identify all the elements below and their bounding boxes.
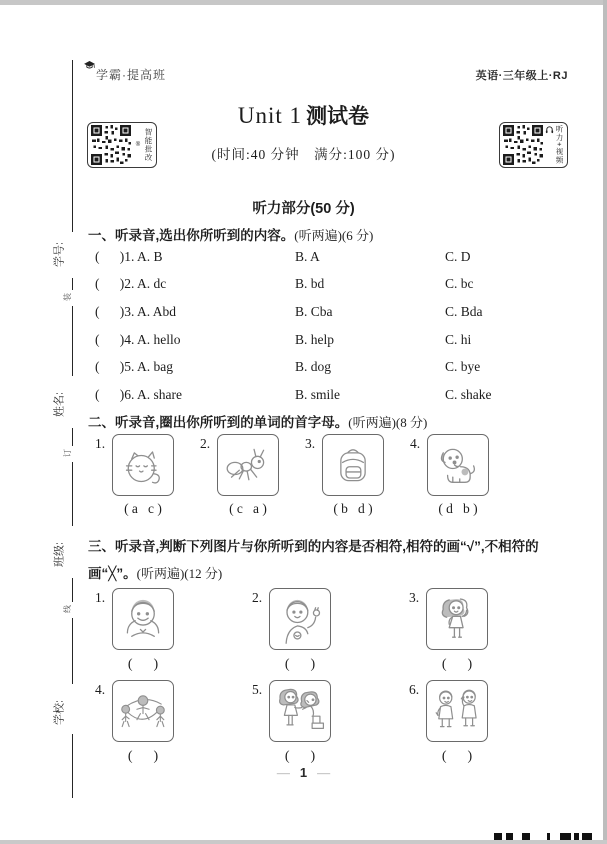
question-row	[95, 298, 577, 326]
paper-subtitle: (时间:40 分钟 满分:100 分)	[211, 147, 396, 162]
girls-sharing	[269, 680, 331, 742]
qr-label-smart-grading: 智能批改 ®	[135, 128, 153, 162]
brand-logo	[84, 66, 166, 83]
binding-char-zhuang: 装	[63, 293, 72, 301]
section1-heading: 一、听录音,选出你所听到的内容。(听两遍)(6 分)	[88, 228, 374, 243]
question-row	[95, 326, 577, 354]
item-number: 1.	[95, 590, 106, 605]
headphone-icon	[545, 125, 554, 164]
picture-item	[305, 434, 384, 517]
answer-bracket: ( )	[441, 749, 473, 764]
paper-title-unit: Unit 1	[237, 103, 303, 128]
item-number: 4.	[410, 436, 421, 451]
answer-bracket: ( )	[127, 657, 159, 672]
option-b: B. smile	[295, 386, 341, 402]
option-b: B. A	[295, 248, 320, 264]
binding-char-ding: 订	[63, 449, 72, 457]
question-row	[95, 243, 577, 271]
section2-items	[95, 434, 515, 517]
kids-jump-rope	[112, 680, 174, 742]
binding-line-segment	[72, 306, 73, 376]
ant-picture	[217, 434, 279, 496]
binding-line-segment	[72, 578, 73, 602]
graduation-cap-icon	[84, 61, 95, 70]
picture-item	[252, 588, 331, 673]
option-c: C. hi	[445, 331, 472, 347]
option-c: C. D	[445, 248, 471, 264]
picture-item	[409, 588, 488, 673]
section3-row1	[95, 588, 566, 673]
binding-line-segment	[72, 618, 73, 684]
option-b: B. help	[295, 331, 334, 347]
dog-picture	[427, 434, 489, 496]
qr-code-image	[91, 125, 131, 165]
cat-picture	[112, 434, 174, 496]
item-number: 3.	[305, 436, 316, 451]
picture-item	[252, 680, 331, 765]
option-b: B. bd	[295, 276, 325, 292]
picture-item	[95, 680, 174, 765]
item-number: 6.	[409, 682, 420, 697]
section2-heading: 二、听录音,圈出你所听到的单词的首字母。(听两遍)(8 分)	[88, 415, 428, 430]
letter-choices: ( d b )	[438, 501, 478, 516]
boy-waving	[269, 588, 331, 650]
paper-title-cn: 测试卷	[306, 105, 370, 128]
item-number: 5.	[252, 682, 263, 697]
registered-mark: ®	[135, 141, 141, 149]
backpack-picture	[322, 434, 384, 496]
letter-choices: ( b d )	[333, 501, 373, 516]
edition-label: 英语·三年级上·RJ	[475, 70, 568, 82]
section3-heading: 三、听录音,判断下列图片与你所听到的内容是否相符,相符的画“√”,不相符的画“╳”。(听两遍)(12 分)	[88, 539, 539, 581]
letter-choices: ( a c )	[124, 501, 162, 516]
margin-field-class: 班级:	[53, 541, 66, 568]
question-row	[95, 353, 577, 381]
answer-bracket: ( )	[127, 749, 159, 764]
item-number: 2.	[252, 590, 263, 605]
picture-item	[410, 434, 489, 517]
qr-smart-grading	[87, 122, 157, 168]
option-c: C. bc	[445, 276, 474, 292]
picture-item	[200, 434, 279, 517]
scan-edge-top	[0, 0, 607, 5]
margin-field-student-id: 学号:	[53, 241, 66, 268]
section1-options	[95, 243, 577, 409]
question-row	[95, 381, 577, 409]
item-number: 2.	[200, 436, 211, 451]
binding-line-segment	[72, 428, 73, 446]
binding-line-segment	[72, 462, 73, 526]
section3-row2	[95, 680, 566, 765]
letter-choices: ( c a )	[229, 501, 267, 516]
margin-field-name: 姓名:	[53, 391, 66, 418]
scan-edge-bottom	[0, 840, 607, 844]
margin-field-school: 学校:	[53, 699, 66, 726]
qr-label-listening-video: 听力+视频	[545, 125, 564, 164]
page-number: — 1 —	[276, 765, 331, 780]
question-row	[95, 271, 577, 299]
part-title-listening: 听力部分(50 分)	[252, 201, 355, 217]
option-a: ( )5. A. bag	[95, 359, 173, 375]
option-b: B. dog	[295, 359, 332, 375]
picture-item	[95, 434, 174, 517]
picture-item	[409, 680, 488, 765]
girl-standing	[426, 588, 488, 650]
option-c: C. shake	[445, 386, 492, 402]
option-a: ( )6. A. share	[95, 386, 182, 402]
item-number: 4.	[95, 682, 106, 697]
option-b: B. Cba	[295, 303, 333, 319]
option-a: ( )2. A. dc	[95, 276, 167, 292]
answer-bracket: ( )	[284, 749, 316, 764]
item-number: 1.	[95, 436, 106, 451]
picture-item	[95, 588, 174, 673]
binding-char-xian: 线	[63, 605, 72, 613]
boy-pointing-smile	[112, 588, 174, 650]
answer-bracket: ( )	[441, 657, 473, 672]
option-a: ( )3. A. Abd	[95, 303, 176, 319]
answer-bracket: ( )	[284, 657, 316, 672]
option-c: C. bye	[445, 359, 481, 375]
brand-text: 学霸·提高班	[96, 68, 166, 82]
item-number: 3.	[409, 590, 420, 605]
boys-greeting	[426, 680, 488, 742]
qr-code-image	[503, 125, 543, 165]
option-c: C. Bda	[445, 303, 483, 319]
binding-line-segment	[72, 278, 73, 290]
qr-listening-video	[499, 122, 568, 168]
option-a: ( )4. A. hello	[95, 331, 181, 347]
option-a: ( )1. A. B	[95, 248, 163, 264]
